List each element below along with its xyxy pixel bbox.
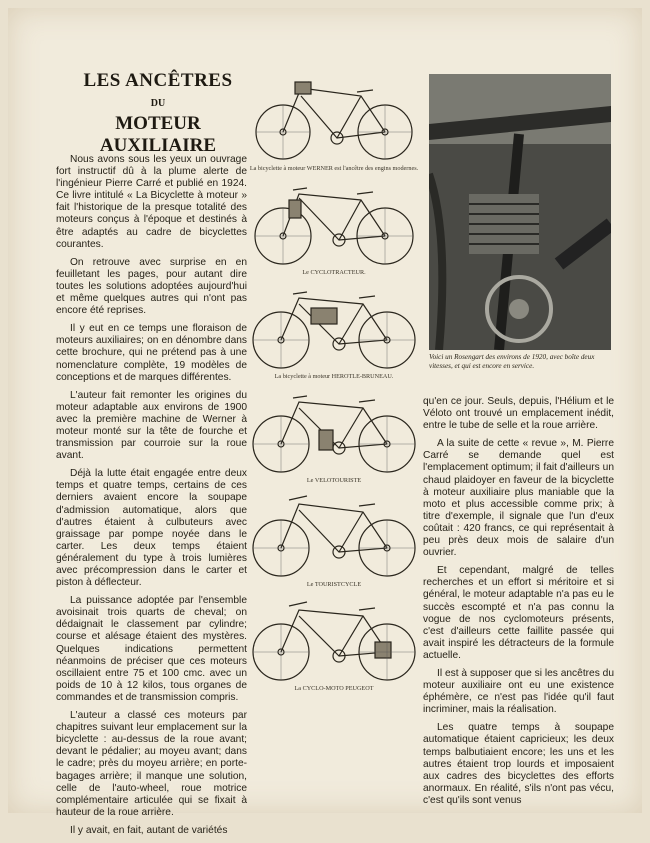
figure-herotle-bruneau (248, 282, 420, 380)
herotle-bruneau-drawing (249, 282, 419, 372)
touristcycle-drawing (249, 490, 419, 580)
paragraph: Déjà la lutte était engagée entre deux temps et quatre temps, certains de ces derniers avaient encore la soupape d'admission automatique, alors que d'autres étaient à culbuteurs avec graissage par pompe noyée dans le carter. Les deux temps étaient généralement du type à trois lumières avec précompression dans le carter et piston à déflecteur. (56, 468, 247, 589)
caption-touristcycle: Le TOURISTCYCLE (306, 581, 362, 588)
title-line-3: MOTEUR AUXILIAIRE (99, 113, 217, 156)
paragraph: Nous avons sous les yeux un ouvrage fort instructif dû à la plume alerte de l'ingénieur Pierre Carré et publié en 1924. Ce livre intitulé « La Bicyclette à moteur » fait l'historique de la presque totalité des moteurs conçus à l'époque et destinés à être adaptés au cadre de bicyclettes courantes. (56, 154, 247, 250)
caption-herotle-bruneau: La bicyclette à moteur HEROTLE-BRUNEAU. (274, 373, 394, 380)
paragraph: La puissance adoptée par l'ensemble avoisinait trois quarts de cheval; on dédaignait le classement par cylindre; course et alésage étaient des mystères. Quelques indications permettent néanmoins de préciser que ces moteurs oscillaient entre 75 et 100 cmc. avec un poids de 10 à 12 kilos, tous organes de commandes et de transmission compris. (56, 595, 247, 703)
right-text-column (423, 396, 614, 813)
figure-touristcycle (248, 490, 420, 588)
bicycle-illustrations (248, 74, 420, 692)
paragraph: Les quatre temps à soupape automatique étaient capricieux; les deux temps balbutiaient encore; les uns et les autres étaient trop lourds et imposaient aux cadres des bicyclettes des efforts anormaux. En réalité, s'ils n'ont pas vécu, c'est qu'ils sont venus (423, 722, 614, 806)
title-line-2: DU (150, 98, 166, 109)
paragraph: Et cependant, malgré de telles recherches et un effort si méritoire et si général, le moteur adaptable n'a pas eu le succès escompté et n'a pas connu la vogue de nos cyclomoteurs présents, c'est d'ailleurs cette faillite passée qui avait inspiré les détracteurs de la formule actuelle. (423, 565, 614, 661)
paragraph: qu'en ce jour. Seuls, depuis, l'Hélium et le Véloto ont trouvé un emplacement inédit, entre le tube de selle et la roue arrière. (423, 396, 614, 432)
article-title (72, 70, 244, 157)
caption-velotouriste: Le VELOTOURISTE (306, 477, 362, 484)
title-line-1: LES ANCÊTRES (83, 70, 233, 91)
paragraph: Il y eut en ce temps une floraison de moteurs auxiliaires; on en dénombre dans cette brochure, qui ne prétend pas à une nomenclature complète, 19 modèles de conceptions et de marques différentes. (56, 323, 247, 383)
paragraph: Il y avait, en fait, autant de variétés (70, 824, 228, 836)
figure-cyclotracteur (248, 178, 420, 276)
paragraph: Il est à supposer que si les ancêtres du moteur auxiliaire ont eu une existence éphémère, ce n'est pas l'idée qu'il faut incriminer, mais la réalisation. (423, 667, 614, 716)
paragraph: On retrouve avec surprise en en feuilletant les pages, pour autant dire toutes les solutions adoptées aujourd'hui et même quelques autres qui n'ont pas encore été reprises. (56, 256, 247, 317)
paragraph: L'auteur fait remonter les origines du moteur adaptable aux environs de 1900 avec la première machine de Werner à moteur monté sur la tête de fourche et transmission par courroie sur la roue avant. (56, 389, 247, 462)
caption-cyclotracteur: Le CYCLOTRACTEUR. (302, 269, 366, 276)
figure-werner (248, 74, 420, 172)
rosengart-photo (429, 74, 611, 350)
caption-werner: La bicyclette à moteur WERNER est l'ancêtre des engins modernes. (249, 165, 419, 172)
engine-photo-illustration (429, 74, 611, 350)
cyclotracteur-drawing (249, 178, 419, 268)
magazine-page (8, 8, 642, 836)
paragraph: L'auteur a classé ces moteurs par chapitres suivant leur emplacement sur la bicyclette : au-dessus de la roue avant; devant le pédalier; au moyeu avant; dans le cadre; près du moyeu arrière; en porte-bagages arrière; il manque une solution, celle de l'auto-wheel, roue motrice complémentaire articulée qui se fixait à hauteur de la roue arrière. (56, 710, 247, 818)
cyclo-moto-peugeot-drawing (249, 594, 419, 684)
figure-cyclo-moto-peugeot (248, 594, 420, 692)
caption-cyclo-moto-peugeot: La CYCLO-MOTO PEUGEOT (294, 685, 374, 692)
left-text-column (56, 154, 247, 843)
velotouriste-drawing (249, 386, 419, 476)
photo-caption: Voici un Rosengart des environs de 1920, avec boîte deux vitesses, et qui est encore en service. (429, 353, 595, 370)
werner-bicycle-drawing (249, 74, 419, 164)
paragraph: A la suite de cette « revue », M. Pierre Carré se demande quel est l'emplacement optimum; il fait d'ailleurs un chaud plaidoyer en faveur de la bicyclette à moteur auxiliaire plus maniable que la moto et plus accessible comme prix; à titre d'exemple, il signale que l'un d'eux coûtait : 420 francs, ce qui représentait à peu près deux mois de salaire d'un ouvrier. (423, 438, 614, 559)
figure-velotouriste (248, 386, 420, 484)
